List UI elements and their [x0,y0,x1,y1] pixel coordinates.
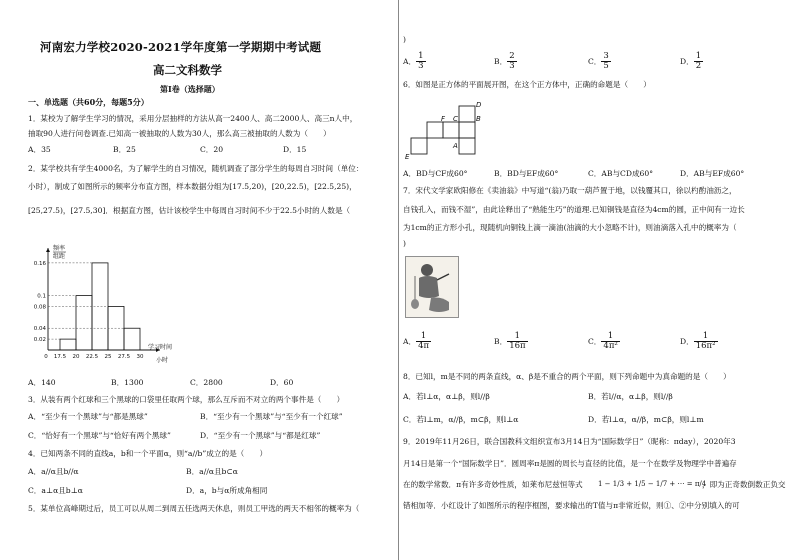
q2-option-a: A．140 [28,378,56,387]
fraction-denominator: 16π [509,341,526,352]
y-tick-label: 0.1 [37,293,46,300]
fraction-numerator: 1 [601,332,619,342]
q2-option-c: C．2800 [190,378,223,387]
y-tick-label: 0.16 [33,260,46,267]
fraction-denominator: 2 [695,61,702,72]
q5-text: 5．某单位高峰期过后，员工可以从周二到周五任选两天休息，则员工甲选的两天不相邻的概率为（ [28,504,360,513]
q5-option-b-label: B． [494,56,508,66]
fraction-denominator: 16π² [695,341,716,352]
q7-option-a [403,332,431,352]
q7-option-d-label: D． [680,336,694,346]
q1-text-line2: 抽取90人进行问卷调查.已知高一被抽取的人数为30人，那么高三被抽取的人数为（ ） [28,129,331,138]
q1-option-d: D．15 [283,145,307,154]
vertex-label-a: A [453,142,458,150]
q4-option-a: A．a//α且b//α [28,467,79,476]
q7-text-line4: ) [403,239,406,248]
q7-text-line1: 7．宋代文学家欧阳修在《卖油翁》中写道“(翁)乃取一葫芦置于地，以钱覆其口，徐以杓酌油沥之， [403,186,737,195]
q5-option-b [494,52,517,72]
q1-option-b: B．25 [113,145,136,154]
vertex-label-d: D [476,101,482,109]
fraction-numerator: 1 [507,332,527,342]
fraction-numerator: 1 [416,332,431,342]
q2-text-line1: 2．某学校共有学生4000名，为了解学生的自习情况，随机调查了部分学生的每周自习时间（单位： [28,164,364,173]
q6-text: 6．如图是正方体的平面展开图，在这个正方体中，正确的命题是（ ） [403,80,651,89]
q3-text: 3．从装有两个红球和三个黑球的口袋里任取两个球，那么互斥而不对立的两个事件是（ ） [28,395,345,404]
q7-option-a-label: A． [403,336,417,346]
exam-title: 河南宏力学校2020-2021学年度第一学期期中考试题 [40,40,322,54]
y-axis-label: 频率 [53,245,66,252]
q5-option-d-fraction [694,52,703,72]
x-axis-label: 学习时间 [148,344,173,351]
fraction-numerator: 3 [603,51,609,61]
q5-text-tail: ) [403,35,406,44]
q5-option-b-fraction [507,52,516,72]
q5-option-a-fraction [416,52,425,72]
fraction-denominator: 4π [418,341,430,352]
q1-option-c: C．20 [200,145,224,154]
q2-option-b: B．1300 [111,378,144,387]
x-tick-label: 22.5 [85,354,99,360]
q3-option-a: A．“至少有一个黑球”与“都是黑球” [28,412,148,421]
fraction-denominator: 3 [418,61,424,72]
q8-option-b: B．若l//α，α⊥β，则l//β [588,392,673,401]
q7-text-line2: 自钱孔入，而钱不湿”，由此诠释出了“熟能生巧”的道理.已知铜钱是直径为4cm的圆，正中间有一边长 [403,205,745,214]
q7-option-c-label: C． [588,336,602,346]
vertex-label-e: E [405,153,410,160]
x-tick-label: 0 [44,354,48,360]
y-tick-label: 0.08 [33,304,46,311]
q1-text-line1: 1．某校为了解学生学习的情况，采用分层抽样的方法从高一2400人、高二2000人、高三n人中， [28,114,358,123]
histogram-bar [76,296,92,350]
cube-net-figure [403,100,503,160]
q6-option-a: A．BD与CF成60° [403,169,468,178]
q5-option-a-label: A． [403,56,417,66]
q4-option-b: B．a//α且b⊂α [186,467,238,476]
y-tick-label: 0.04 [33,326,46,333]
q8-text: 8．已知l，m是不同的两条直线，α、β是不重合的两个平面，则下列命题中为真命题的是（ ） [403,372,731,381]
figure-head [421,264,433,276]
q9-text-line3a: 在的数学常数．π有许多奇妙性质，如莱布尼兹恒等式 [403,480,583,489]
leibniz-identity: 1 − 1/3 + 1/5 − 1/7 + ⋯ = π/4 [598,480,707,488]
fraction-denominator: 3 [509,61,515,72]
fraction-denominator: 4π² [603,341,618,352]
q4-text: 4．已知两条不同的直线a，b和一个平面α，则“a//b”成立的是（ ） [28,449,268,458]
q5-option-a [403,52,426,72]
q7-option-d-fraction [694,332,718,352]
q6-option-d: D．AB与EF成60° [680,169,745,178]
fraction-numerator: 2 [509,51,515,61]
q3-option-c: C．“恰好有一个黑球”与“恰好有两个黑球” [28,431,171,440]
x-tick-label: 25 [104,354,112,360]
q5-option-c-fraction [601,52,610,72]
q5-option-c-label: C． [588,56,602,66]
q7-option-a-fraction [416,332,431,352]
oil-seller-illustration [405,256,459,318]
y-tick-label: 0.02 [33,337,46,344]
histogram-bar [60,339,76,350]
q2-text-line2: 小时），制成了如图所示的频率分布直方图，样本数据分组为[17.5,20)，[20,22.5)，[22.5,25)， [28,182,357,191]
q9-text-line3b: ，即为正奇数倒数正负交 [702,480,786,489]
net-square [411,138,427,154]
section-heading: 一、单选题（共60分，每题5分） [28,97,149,107]
q3-option-d: D．“至少有一个黑球”与“都是红球” [200,431,321,440]
q6-option-c: C．AB与CD成60° [588,169,654,178]
x-tick-label: 20 [72,354,80,360]
q8-option-c: C．若l⊥m，α//β，m⊂β，则l⊥α [403,415,519,424]
q2-text-line3: [25,27.5)，[27.5,30]．根据直方图，估计该校学生中每周自习时间不少于22.5小时的人数是（ [28,206,351,215]
x-tick-label: 27.5 [117,354,131,360]
q9-text-line2: 月14日是第一个“国际数学日”．圆周率π是圆的周长与直径的比值，是一个在数学及物理学中普遍存 [403,459,737,468]
q7-option-b-fraction [507,332,527,352]
x-axis-label: 小时 [156,357,169,364]
q5-option-d [680,52,703,72]
x-tick-label: 17.5 [53,354,67,360]
q7-option-c-fraction [601,332,619,352]
q4-option-d: D．a，b与α所成角相同 [186,486,268,495]
q9-text-line1: 9．2019年11月26日，联合国教科文组织宣布3月14日为“国际数学日”（昵称：πday），2020年3 [403,437,736,446]
y-axis-label: 组距 [53,253,66,260]
q4-option-c: C．a⊥α且b⊥α [28,486,83,495]
q3-option-b: B．“至少有一个黑球”与“至少有一个红球” [200,412,343,421]
net-square [427,122,443,138]
q6-option-b: B．BD与EF成60° [494,169,559,178]
net-square [459,106,475,122]
q7-option-d [680,332,718,352]
fraction-numerator: 1 [694,332,718,342]
q9-text-line4: 错相加等．小红设计了如图所示的程序框图，要求输出的T值与π非常近似，则①、②中分别填入的可 [403,501,740,510]
q8-option-d: D．若l⊥α，α//β，m⊂β，则l⊥m [588,415,704,424]
histogram-bar [124,328,140,350]
q7-option-c [588,332,620,352]
net-square [459,122,475,138]
vertex-label-b: B [476,115,481,123]
vertex-label-c: C [453,115,458,123]
volume-heading: 第Ⅰ卷（选择题） [160,84,220,94]
q5-option-d-label: D． [680,56,694,66]
y-axis-arrow [46,248,50,252]
frequency-histogram [28,240,198,370]
fraction-denominator: 5 [603,61,609,72]
q1-option-a: A．35 [28,145,51,154]
q8-option-a: A．若l⊥α，α⊥β，则l//β [403,392,490,401]
fraction-numerator: 1 [418,51,424,61]
gourd [411,299,419,309]
q5-option-c [588,52,611,72]
q7-option-b-label: B． [494,336,508,346]
q7-option-b [494,332,528,352]
figure-body [419,276,439,298]
column-divider [398,0,399,560]
fraction-numerator: 1 [695,51,702,61]
x-tick-label: 30 [136,354,144,360]
q7-text-line3: 为1cm的正方形小孔，现随机向铜钱上滴一滴油(油滴的大小忽略不计)，则油滴落入孔中的概率为（ [403,223,737,232]
q2-option-d: D．60 [270,378,294,387]
net-square [443,122,459,138]
net-square [459,138,475,154]
exam-subtitle: 高二文科数学 [153,63,222,77]
vertex-label-f: F [441,115,446,123]
